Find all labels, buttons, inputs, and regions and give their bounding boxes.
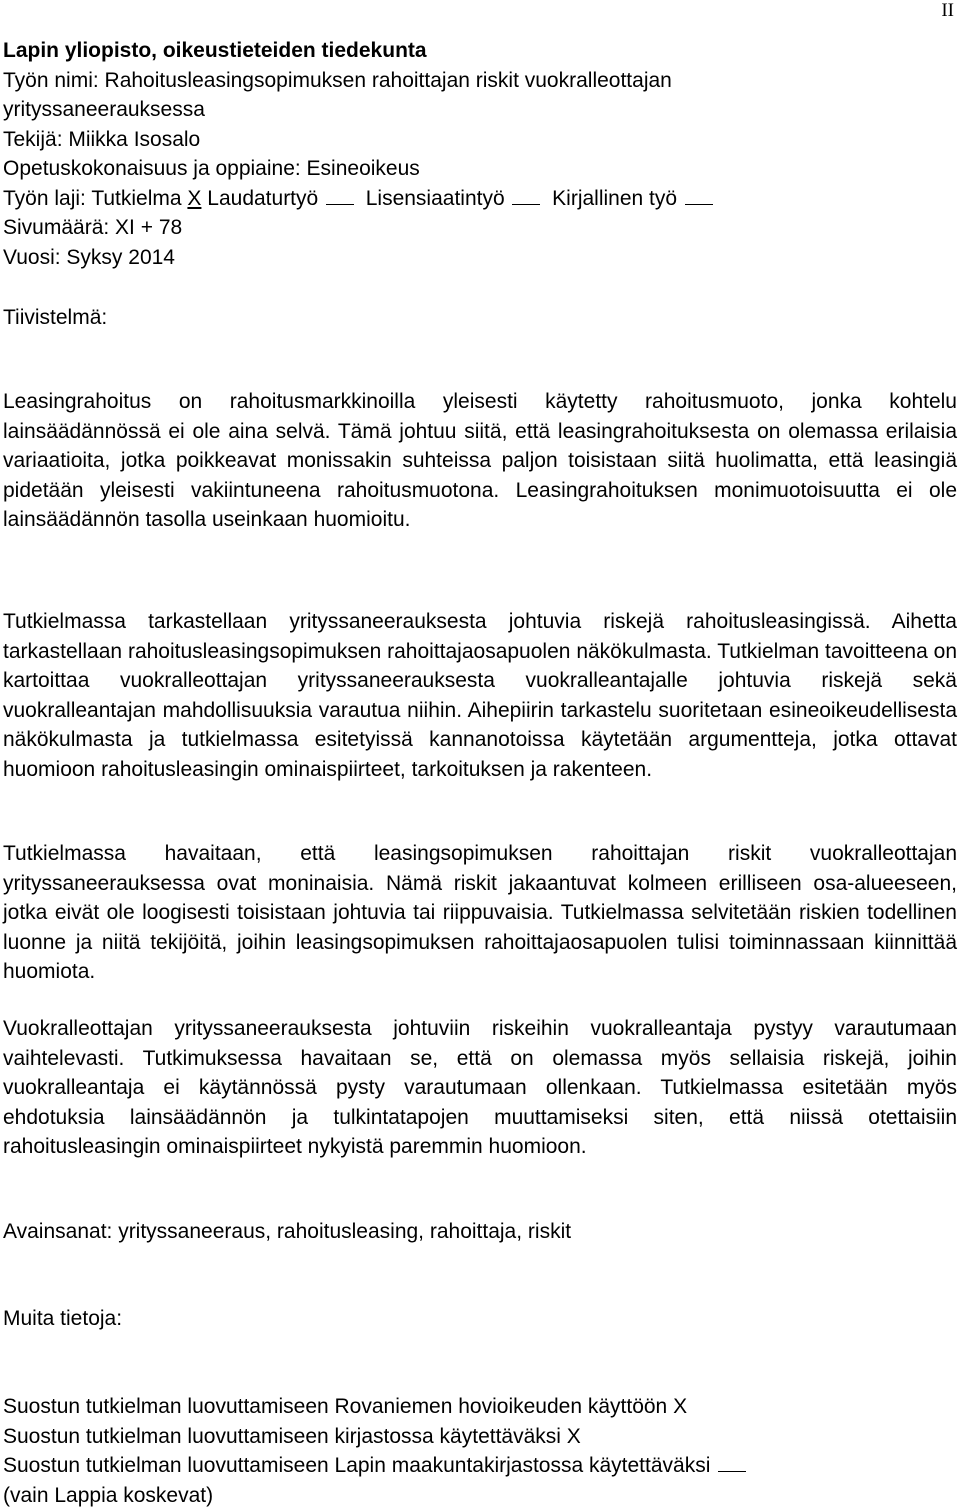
page-number: II — [941, 0, 954, 21]
consent-provincial-blank — [718, 1453, 746, 1472]
thesis-info-header — [3, 36, 957, 272]
subject: Opetuskokonaisuus ja oppiaine: Esineoikeus — [3, 157, 420, 180]
consent-provincial — [3, 1451, 957, 1481]
lisensiaatti-blank — [512, 186, 540, 205]
consent-provincial-note: (vain Lappia koskevat) — [3, 1483, 214, 1507]
keywords: Avainsanat: yrityssaneeraus, rahoitusleasing, rahoittaja, riskit — [3, 1220, 572, 1243]
consent-library: Suostun tutkielman luovuttamiseen kirjastossa käytettäväksi X — [3, 1424, 581, 1448]
university-faculty: Lapin yliopisto, oikeustieteiden tiedekunta — [3, 39, 427, 62]
author: Tekijä: Miikka Isosalo — [3, 127, 201, 151]
laudatur-label: Laudaturtyö — [207, 186, 319, 210]
work-title-line-1: Työn nimi: Rahoitusleasingsopimuksen rahoittajan riskit vuokralleottajan — [3, 68, 672, 92]
lisensiaatti-label: Lisensiaatintyö — [365, 186, 505, 210]
consent-court: Suostun tutkielman luovuttamiseen Rovaniemen hovioikeuden käyttöön X — [3, 1395, 688, 1418]
other-info-label: Muita tietoja: — [3, 1307, 123, 1330]
abstract-label: Tiivistelmä: — [3, 306, 108, 329]
work-type-prefix: Työn laji: Tutkielma — [3, 186, 182, 210]
document-page — [3, 0, 957, 1511]
consent-section — [3, 1392, 957, 1510]
consent-provincial-text: Suostun tutkielman luovuttamiseen Lapin maakuntakirjastossa käytettäväksi — [3, 1454, 711, 1477]
year: Vuosi: Syksy 2014 — [3, 245, 175, 269]
abstract-paragraph-4: Vuokralleottajan yrityssaneerauksesta johtuviin riskeihin vuokralleantaja pystyy varautumaan vaihtelevasti. Tutkimuksessa havaitaan se, että on olemassa myös sellaisia riskejä, joihin vuokralleantaja ei käytännössä pysty varautumaan ollenkaan. Tutkielmassa esitetään myös ehdotuksia lainsäädännön ja tulkintatapojen muuttamiseksi siten, että niissä otettaisiin rahoitusleasingin ominaispiirteet nykyistä paremmin huomioon. — [3, 1017, 957, 1158]
abstract-paragraph-2: Tutkielmassa tarkastellaan yrityssaneerauksesta johtuvia riskejä rahoitusleasingissä. Aihetta tarkastellaan rahoitusleasingsopimuksen rahoittajaosapuolen näkökulmasta. Tutkielman tavoitteena on kartoittaa vuokralleottajan yrityssaneerauksesta vuokralleantajalle johtuvia riskejä sekä vuokralleantajan mahdollisuuksia varautua niihin. Aihepiirin tarkastelu suoritetaan esineoikeudellisesta näkökulmasta ja tutkielmassa esitetyissä kannanotoissa käytetään argumentteja, jotka ottavat huomioon rahoitusleasingin ominaispiirteet, tarkoituksen ja rakenteen. — [3, 610, 957, 781]
kirjallinen-label: Kirjallinen työ — [552, 186, 678, 210]
tutkielma-mark: X — [187, 186, 202, 210]
laudatur-blank — [326, 186, 354, 205]
work-title-line-2: yrityssaneerauksessa — [3, 98, 205, 121]
abstract-paragraph-3: Tutkielmassa havaitaan, että leasingsopimuksen rahoittajan riskit vuokralleottajan yrityssaneerauksessa ovat moninaisia. Nämä riskit jakaantuvat kolmeen erilliseen osa-alueeseen, jotka eivät ole loogisesti toisistaan johtuvia tai riippuvaisia. Tutkielmassa selvitetään riskien todellinen luonne ja niitä tekijöitä, joihin leasingsopimuksen rahoittajaosapuolen tulisi toiminnassaan kiinnittää huomiota. — [3, 842, 957, 983]
abstract-paragraph-1: Leasingrahoitus on rahoitusmarkkinoilla yleisesti käytetty rahoitusmuoto, jonka kohtelu lainsäädännössä ei ole aina selvä. Tämä johtuu siitä, että leasingrahoituksesta on olemassa erilaisia variaatioita, jotka poikkeavat monissakin suhteissa paljon toisistaan siitä huolimatta, että leasingiä pidetään yleisesti vakiintuneena rahoitusmuotona. Leasingrahoituksen monimuotoisuutta ei ole lainsäädännön tasolla useinkaan huomioitu. — [3, 390, 957, 531]
work-type — [3, 184, 957, 214]
page-count: Sivumäärä: XI + 78 — [3, 216, 183, 239]
kirjallinen-blank — [685, 186, 713, 205]
